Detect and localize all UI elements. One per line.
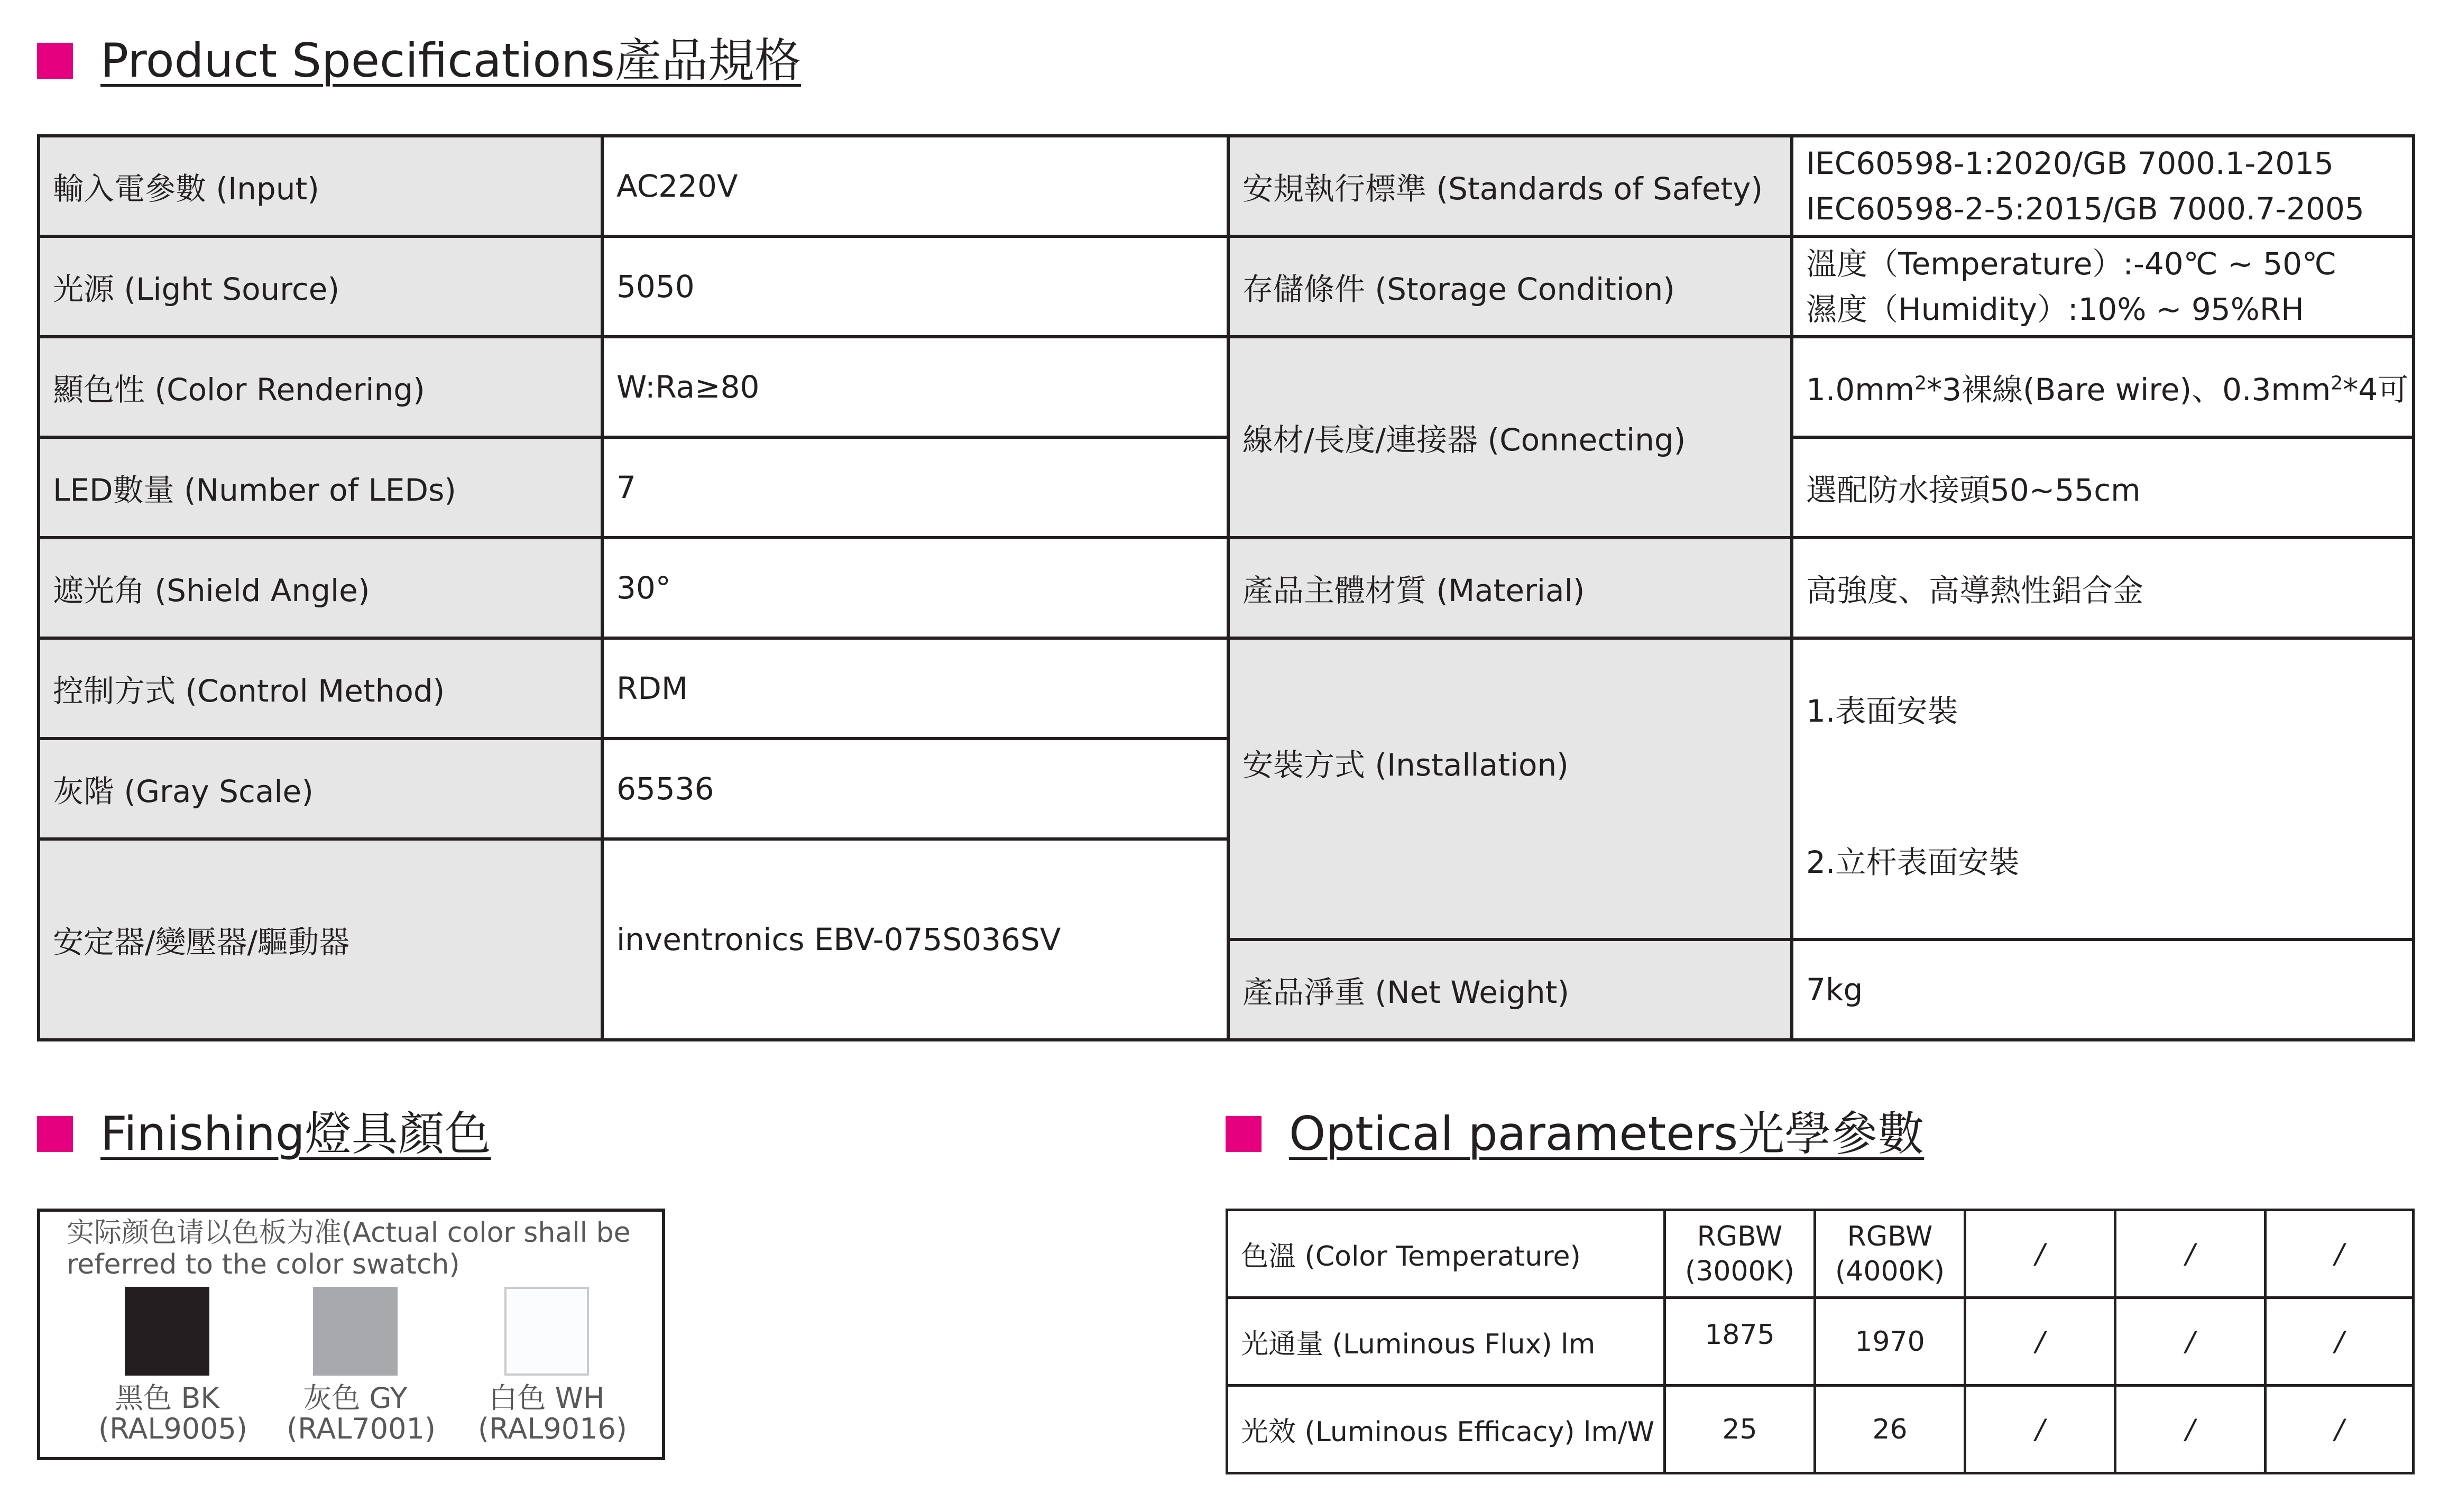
spec-value-light-source: 5050	[602, 236, 1228, 337]
spec-row	[39, 136, 2414, 236]
spec-label-control: 控制方式 (Control Method)	[39, 638, 602, 739]
spec-label-storage: 存儲條件 (Storage Condition)	[1228, 236, 1792, 337]
installation-line: 2.立杆表面安裝	[1806, 844, 2020, 880]
finishing-section-title	[37, 1105, 491, 1163]
safety-line: IEC60598-1:2020/GB 7000.1-2015	[1806, 145, 2334, 181]
spec-label-color-rendering: 顯色性 (Color Rendering)	[39, 337, 602, 437]
spec-label-input: 輸入電參數 (Input)	[39, 136, 602, 236]
spec-value-connecting-line1	[1792, 337, 2414, 437]
optical-header: /	[1965, 1210, 2115, 1298]
spec-table	[37, 134, 2415, 1041]
spec-value-installation	[1792, 638, 2414, 939]
optical-value: /	[1965, 1298, 2115, 1386]
color-swatch-note: 实际颜色请以色板为准(Actual color shall be referred to the color swatch)	[67, 1217, 631, 1280]
spec-label-net-weight: 產品淨重 (Net Weight)	[1228, 939, 1792, 1040]
optical-value: 1970	[1815, 1298, 1965, 1386]
optical-value: 26	[1815, 1386, 1965, 1473]
finishing-swatch-box	[37, 1209, 665, 1460]
optical-label-luminous-flux: 光通量 (Luminous Flux) lm	[1227, 1298, 1665, 1386]
header-line: (3000K)	[1684, 1255, 1794, 1287]
spec-row	[39, 437, 2414, 538]
optical-label-luminous-efficacy: 光效 (Luminous Efficacy) lm/W	[1227, 1386, 1665, 1473]
optical-header: /	[2266, 1210, 2414, 1298]
spec-value-shield-angle: 30°	[602, 538, 1228, 638]
pink-square-bullet-icon	[37, 1116, 73, 1152]
finishing-title-text: Finishing燈具顏色	[100, 1107, 491, 1161]
spec-value-gray-scale: 65536	[602, 739, 1228, 839]
spec-row	[39, 337, 2414, 437]
connecting-text: *4可	[2343, 372, 2409, 408]
optical-value: /	[2266, 1298, 2414, 1386]
storage-line: 溫度（Temperature）:-40℃ ~ 50℃	[1806, 246, 2337, 282]
connecting-text: 1.0mm	[1806, 372, 1915, 408]
spec-label-shield-angle: 遮光角 (Shield Angle)	[39, 538, 602, 638]
spec-section-title	[37, 32, 801, 90]
optical-row	[1227, 1210, 2414, 1298]
spec-row	[39, 638, 2414, 739]
superscript: 2	[2331, 372, 2343, 394]
swatch-name: 黑色 BK	[115, 1381, 219, 1415]
spec-label-installation: 安裝方式 (Installation)	[1228, 638, 1792, 939]
spec-label-gray-scale: 灰階 (Gray Scale)	[39, 739, 602, 839]
swatch-gray	[287, 1287, 436, 1445]
optical-value: /	[2266, 1386, 2414, 1473]
pink-square-bullet-icon	[1226, 1116, 1262, 1152]
swatch-code: (RAL9016)	[478, 1412, 627, 1445]
spec-value-color-rendering: W:Ra≥80	[602, 337, 1228, 437]
swatch-white	[478, 1287, 627, 1445]
installation-line: 1.表面安裝	[1806, 693, 1958, 729]
spec-value-storage	[1792, 236, 2414, 337]
optical-value: 25	[1665, 1386, 1815, 1473]
optical-row	[1227, 1298, 2414, 1386]
header-line: (4000K)	[1835, 1255, 1945, 1287]
superscript: 2	[1914, 372, 1927, 394]
header-line: RGBW	[1847, 1220, 1933, 1252]
spec-label-safety: 安規執行標準 (Standards of Safety)	[1228, 136, 1792, 236]
optical-table	[1226, 1209, 2415, 1474]
optical-header	[1815, 1210, 1965, 1298]
spec-label-material: 產品主體材質 (Material)	[1228, 538, 1792, 638]
swatch-name: 灰色 GY	[303, 1381, 408, 1415]
spec-row	[39, 538, 2414, 638]
optical-header: /	[2115, 1210, 2266, 1298]
swatch-black	[98, 1287, 247, 1445]
spec-value-net-weight: 7kg	[1792, 939, 2414, 1040]
spec-value-led-count: 7	[602, 437, 1228, 538]
optical-value: 1875	[1665, 1298, 1815, 1386]
optical-section-title	[1226, 1105, 1924, 1163]
spec-value-input: AC220V	[602, 136, 1228, 236]
optical-header	[1665, 1210, 1815, 1298]
pink-square-bullet-icon	[37, 43, 73, 79]
spec-value-safety	[1792, 136, 2414, 236]
header-line: RGBW	[1697, 1220, 1783, 1252]
white-color-swatch	[504, 1287, 589, 1376]
spec-value-driver: inventronics EBV-075S036SV	[602, 839, 1228, 1040]
optical-value: /	[1965, 1386, 2115, 1473]
swatch-code: (RAL9005)	[98, 1412, 247, 1445]
optical-label-color-temp: 色溫 (Color Temperature)	[1227, 1210, 1665, 1298]
optical-value: /	[2115, 1298, 2266, 1386]
black-color-swatch	[125, 1287, 209, 1376]
spec-label-connecting: 線材/長度/連接器 (Connecting)	[1228, 337, 1792, 538]
connecting-text: *3裸線(Bare wire)、0.3mm	[1927, 372, 2331, 408]
spec-title-text: Product Specifications產品規格	[100, 33, 801, 88]
optical-title-text: Optical parameters光學參數	[1289, 1107, 1925, 1161]
spec-row	[39, 236, 2414, 337]
storage-line: 濕度（Humidity）:10% ~ 95%RH	[1806, 291, 2304, 327]
spec-label-light-source: 光源 (Light Source)	[39, 236, 602, 337]
optical-value: /	[2115, 1386, 2266, 1473]
spec-label-led-count: LED數量 (Number of LEDs)	[39, 437, 602, 538]
swatch-code: (RAL7001)	[287, 1412, 436, 1445]
spec-value-control: RDM	[602, 638, 1228, 739]
safety-line: IEC60598-2-5:2015/GB 7000.7-2005	[1806, 191, 2364, 227]
gray-color-swatch	[313, 1287, 398, 1376]
spec-value-connecting-line2: 選配防水接頭50~55cm	[1792, 437, 2414, 538]
swatch-name: 白色 WH	[489, 1381, 605, 1415]
spec-label-driver: 安定器/變壓器/驅動器	[39, 839, 602, 1040]
optical-row	[1227, 1386, 2414, 1473]
spec-value-material: 高強度、高導熱性鋁合金	[1792, 538, 2414, 638]
